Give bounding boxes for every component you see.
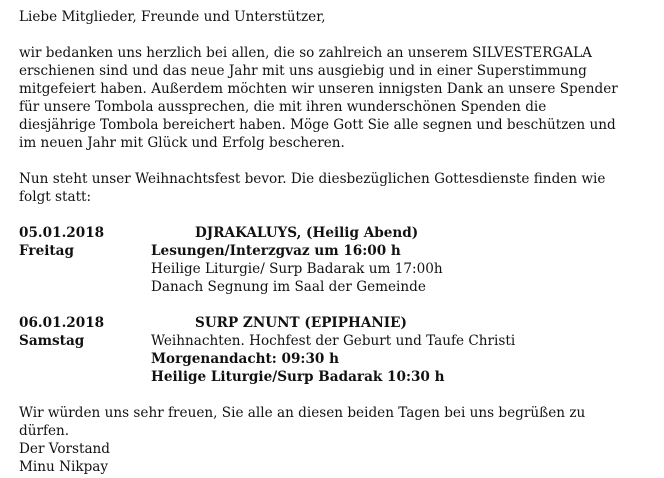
- event-detail: Weihnachten. Hochfest der Geburt und Taufe Christi: [151, 333, 516, 349]
- paragraph-gap: [19, 296, 649, 314]
- paragraph-gap: [19, 206, 649, 224]
- event-day: Samstag: [19, 333, 85, 349]
- intro-paragraph: [19, 44, 649, 152]
- event-title: SURP ZNUNT (EPIPHANIE): [195, 315, 407, 331]
- signature-org: Der Vorstand: [19, 441, 111, 457]
- event-date: 05.01.2018: [19, 225, 105, 241]
- paragraph-gap: [19, 152, 649, 170]
- intro-line: erschienen sind und das neue Jahr mit uns ausgiebig und in einer Superstimmung: [19, 63, 587, 79]
- signature-name: Minu Nikpay: [19, 459, 109, 475]
- event-header: [19, 314, 649, 332]
- intro-line: diesjährige Tombola bereichert haben. Möge Gott Sie alle segnen und beschützen und: [19, 117, 616, 133]
- intro-line: im neuen Jahr mit Glück und Erfolg bescheren.: [19, 135, 345, 151]
- event-detail-row: [19, 278, 649, 296]
- greeting: Liebe Mitglieder, Freunde und Unterstützer,: [19, 9, 326, 25]
- intro-line: wir bedanken uns herzlich bei allen, die so zahlreich an unserem SILVESTERGALA: [19, 45, 592, 61]
- event-detail-row: [19, 350, 649, 368]
- closing-line: Wir würden uns sehr freuen, Sie alle an diesen beiden Tagen bei uns begrüßen zu: [19, 405, 586, 421]
- event-detail-row: [19, 368, 649, 386]
- event-date: 06.01.2018: [19, 315, 105, 331]
- event-day-row: [19, 332, 649, 350]
- intro-line: für unsere Tombola aussprechen, die mit ihren wunderschönen Spenden die: [19, 99, 547, 115]
- announce-paragraph: [19, 170, 649, 206]
- event-day: Freitag: [19, 243, 74, 259]
- event-detail: Heilige Liturgie/Surp Badarak 10:30 h: [151, 369, 445, 385]
- event-day-row: [19, 242, 649, 260]
- closing-line: dürfen.: [19, 423, 70, 439]
- paragraph-gap: [19, 386, 649, 404]
- letter-body: [19, 8, 649, 476]
- event-detail: Heilige Liturgie/ Surp Badarak um 17:00h: [151, 261, 443, 277]
- paragraph-gap: [19, 26, 649, 44]
- event-detail: Danach Segnung im Saal der Gemeinde: [151, 279, 426, 295]
- event-block: [19, 314, 649, 386]
- intro-line: mitgefeiert haben. Außerdem möchten wir unseren innigsten Dank an unsere Spender: [19, 81, 618, 97]
- event-detail-row: [19, 260, 649, 278]
- closing-paragraph: [19, 404, 649, 440]
- event-header: [19, 224, 649, 242]
- event-detail: Morgenandacht: 09:30 h: [151, 351, 339, 367]
- event-detail: Lesungen/Interzgvaz um 16:00 h: [151, 243, 401, 259]
- event-title: DJRAKALUYS, (Heilig Abend): [195, 225, 419, 241]
- event-block: [19, 224, 649, 296]
- announce-line: Nun steht unser Weihnachtsfest bevor. Die diesbezüglichen Gottesdienste finden wie: [19, 171, 606, 187]
- announce-line: folgt statt:: [19, 189, 92, 205]
